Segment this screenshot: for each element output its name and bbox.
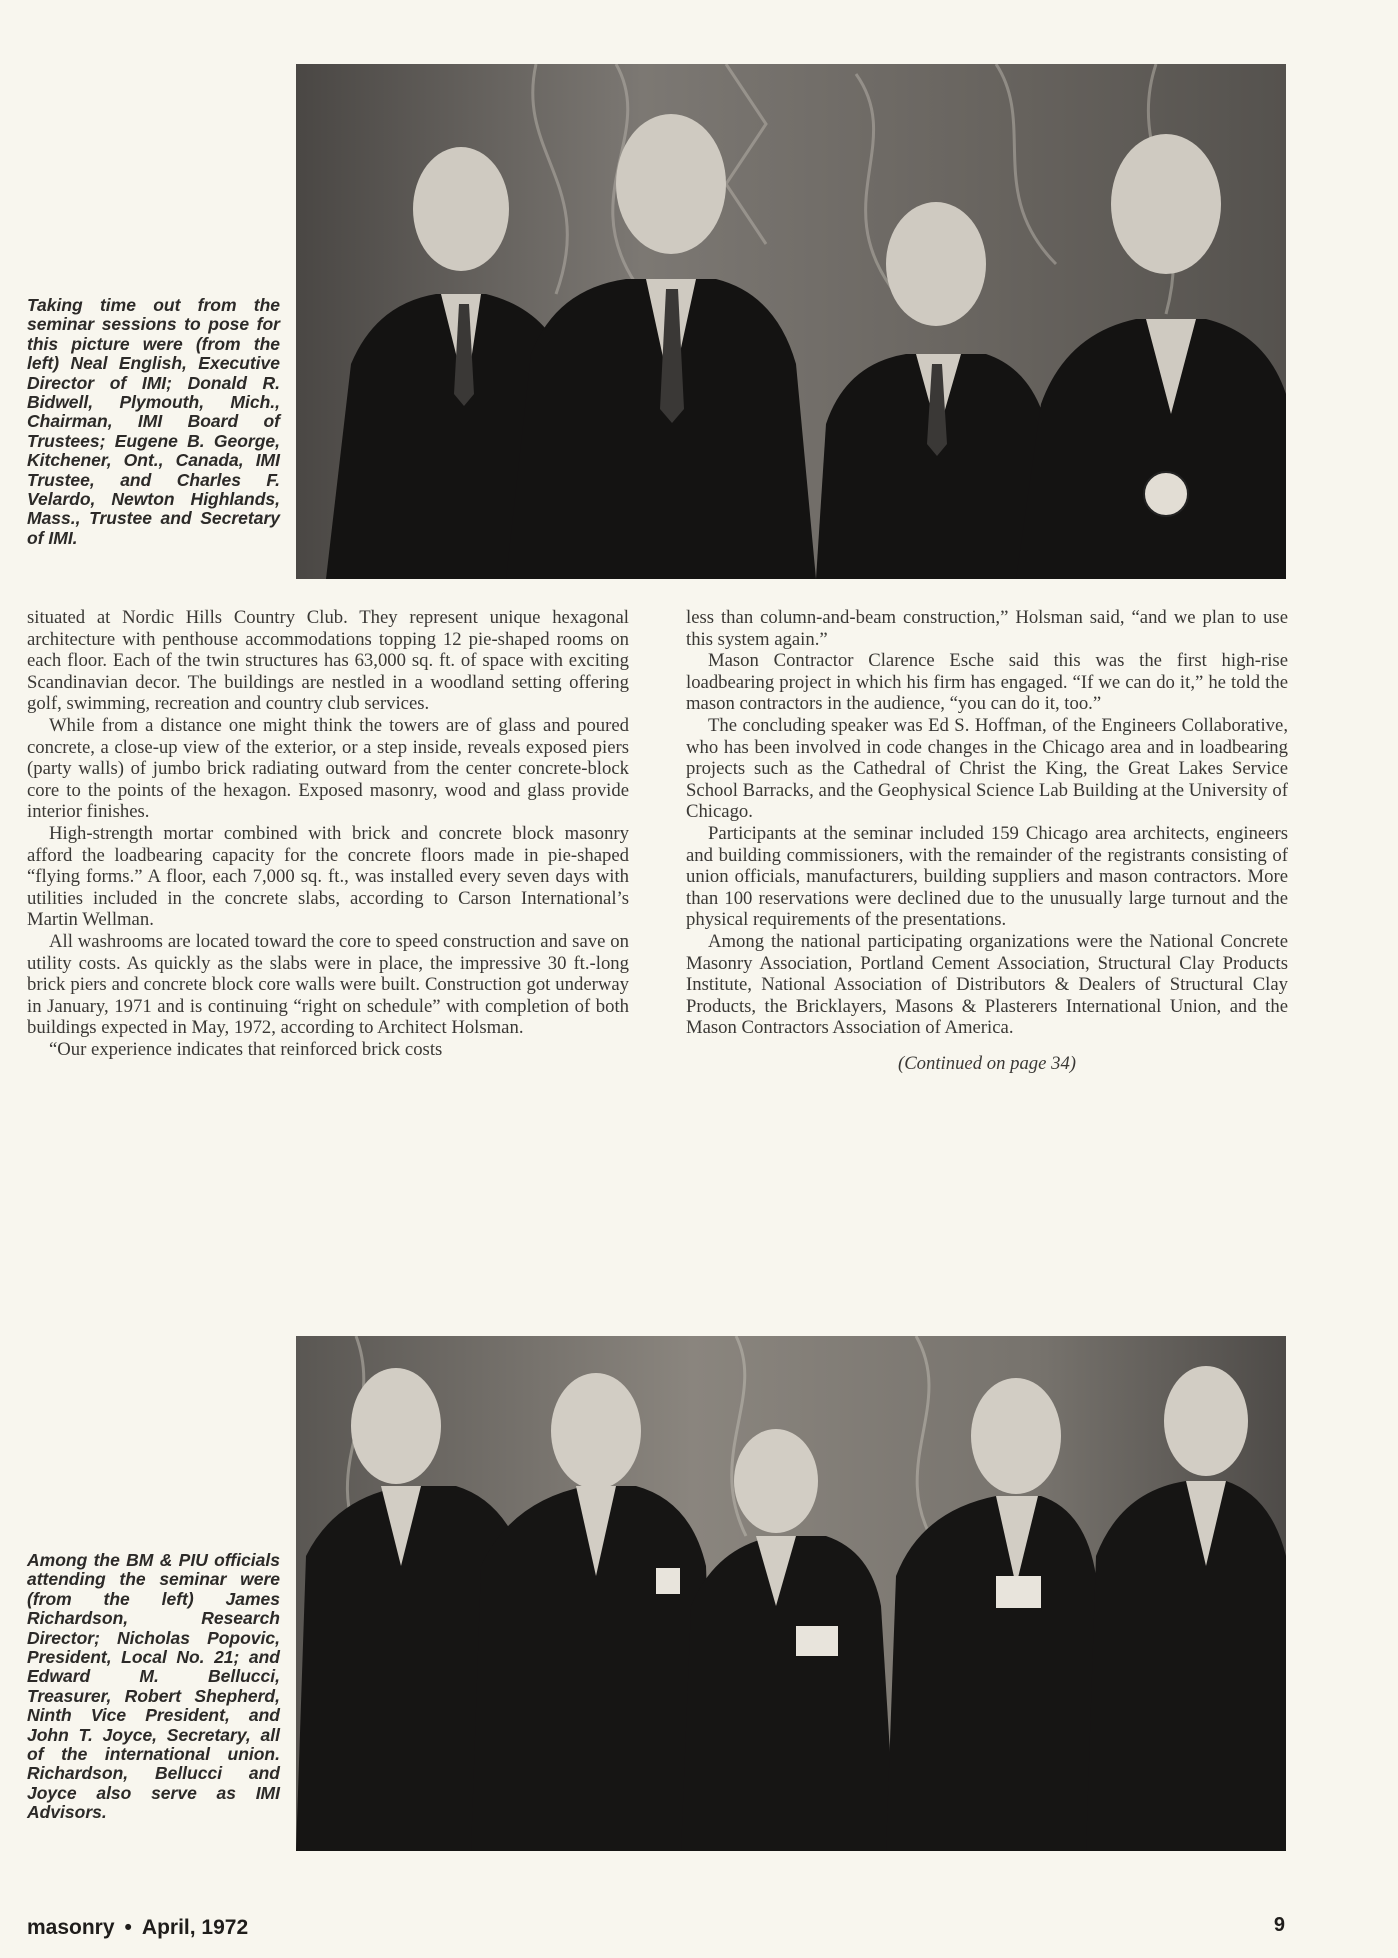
article-paragraph: situated at Nordic Hills Country Club. They represent unique hexagonal architecture with penthouse accommodations topping 12 pie-shaped rooms on each floor. Each of the twin structures has 63,000 sq. ft. of space with exciting Scandinavian decor. The buildings are nestled in a woodland setting offering golf, swimming, recreation and country club services.	[27, 607, 629, 715]
magazine-name: masonry	[27, 1916, 115, 1939]
photo-imi-officials-caption: Taking time out from the seminar sessions to pose for this picture were (from the left) Neal English, Executive Director of IMI; Donald R. Bidwell, Plymouth, Mich., Chairman, IMI Board of Trustees; Eugene B. George, Kitchener, Ont., Canada, IMI Trustee, and Charles F. Velardo, Newton Highlands, Mass., Trustee and Secretary of IMI.	[27, 295, 280, 548]
article-paragraph: less than column-and-beam construction,” Holsman said, “and we plan to use this system again.”	[686, 607, 1288, 650]
page-number: 9	[1273, 1914, 1285, 1936]
article-paragraph: High-strength mortar combined with brick and concrete block masonry afford the loadbearing capacity for the concrete floors made in pie-shaped “flying forms.” A floor, each 7,000 sq. ft., was installed every seven days with utilities included in the concrete slabs, according to Carson International’s Martin Wellman.	[27, 822, 629, 931]
article-paragraph: Among the national participating organizations were the National Concrete Masonry Association, Portland Cement Association, Structural Clay Products Institute, National Association of Distributors & Dealers of Structural Clay Products, the Bricklayers, Masons & Plasterers International Union, and the Mason Contractors Association of America.	[686, 930, 1288, 1039]
article-paragraph: All washrooms are located toward the core to speed construction and save on utility costs. As quickly as the slabs were in place, the impressive 30 ft.-long brick piers and concrete block core walls were built. Construction got underway in January, 1971 and is continuing “right on schedule” with completion of both buildings expected in May, 1972, according to Architect Holsman.	[27, 930, 629, 1039]
continued-on-page-note: (Continued on page 34)	[897, 1052, 1077, 1074]
article-paragraph: Participants at the seminar included 159 Chicago area architects, engineers and building commissioners, with the remainder of the registrants consisting of union officials, manufacturers, building suppliers and mason contractors. More than 100 reservations were declined due to the unusually large turnout and the physical requirements of the presentations.	[686, 822, 1288, 931]
footer-magazine-date	[27, 1916, 248, 1940]
issue-date: April, 1972	[141, 1916, 249, 1939]
article-paragraph: Mason Contractor Clarence Esche said this was the first high-rise loadbearing project in which his firm has engaged. “If we can do it,” he told the mason contractors in the audience, “you can do it, too.”	[686, 650, 1288, 715]
article-paragraph: While from a distance one might think the towers are of glass and poured concrete, a close-up view of the exterior, or a step inside, reveals exposed piers (party walls) of jumbo brick radiating outward from the center concrete-block core to the points of the hexagon. Exposed masonry, wood and glass provide interior finishes.	[27, 714, 629, 823]
article-right-column	[686, 607, 1288, 1074]
article-paragraph: The concluding speaker was Ed S. Hoffman, of the Engineers Collaborative, who has been involved in code changes in the Chicago area and in loadbearing projects such as the Cathedral of Christ the King, the Great Lakes Service School Barracks, and the Geophysical Science Lab Building at the University of Chicago.	[686, 714, 1288, 823]
bullet-separator: •	[124, 1916, 132, 1939]
photo-bmpiu-officials	[296, 1336, 1286, 1851]
article-paragraph: “Our experience indicates that reinforced brick costs	[49, 1038, 443, 1060]
photo-bmpiu-officials-image	[296, 1336, 1286, 1851]
photo-bmpiu-officials-caption: Among the BM & PIU officials attending the seminar were (from the left) James Richardson, Research Director; Nicholas Popovic, President, Local No. 21; and Edward M. Bellucci, Treasurer, Robert Shepherd, Ninth Vice President, and John T. Joyce, Secretary, all of the international union. Richardson, Bellucci and Joyce also serve as IMI Advisors.	[27, 1550, 280, 1823]
photo-imi-officials	[296, 64, 1286, 579]
article-left-column	[27, 607, 629, 1060]
photo-imi-officials-image	[296, 64, 1286, 579]
